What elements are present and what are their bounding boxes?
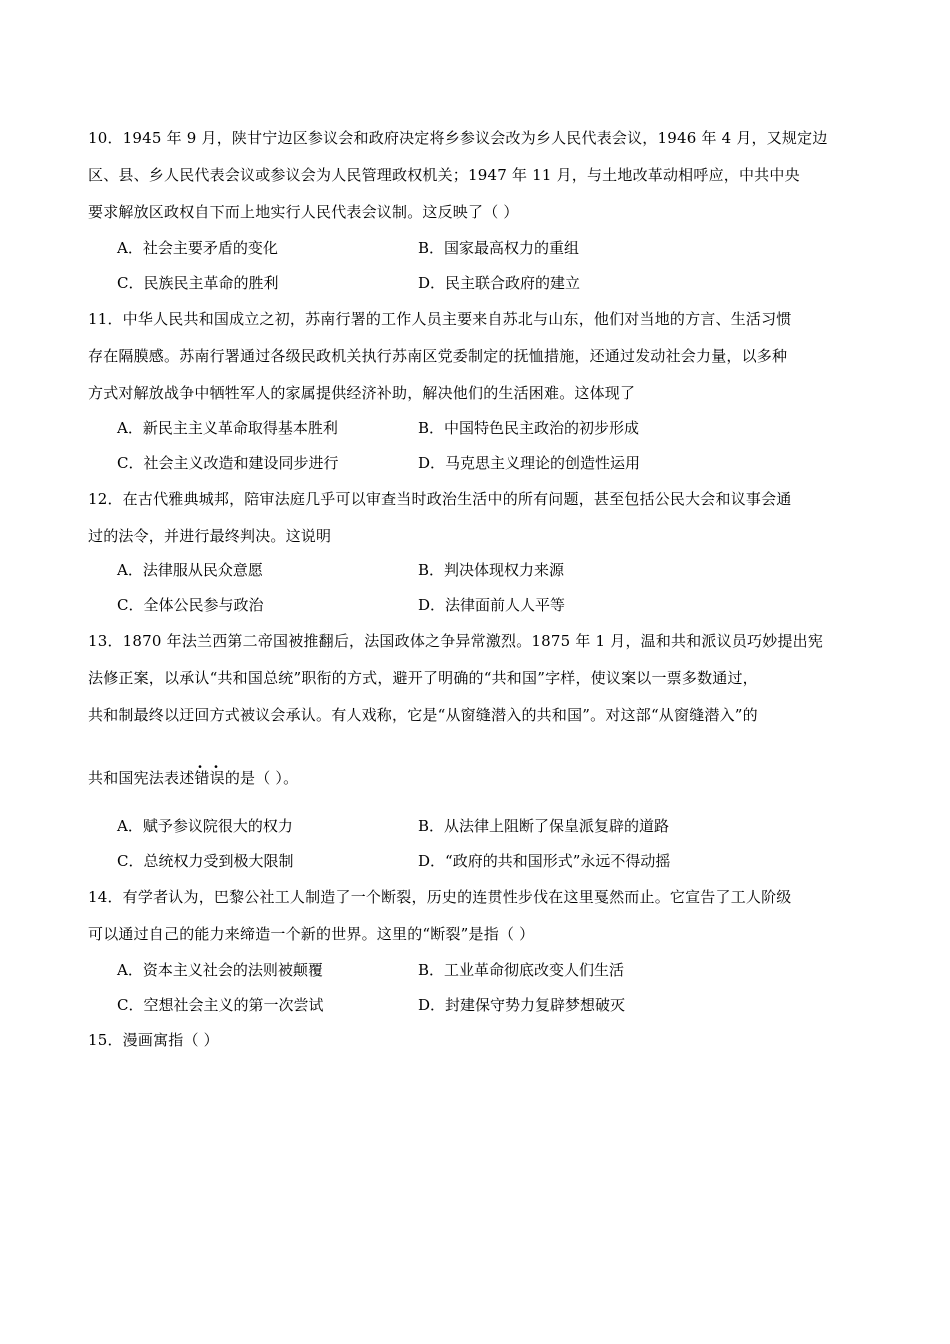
question-text-line: 11．中华人民共和国成立之初，苏南行署的工作人员主要来自苏北与山东，他们对当地的方言、生活习惯: [88, 310, 792, 328]
question-text-line: 12．在古代雅典城邦，陪审法庭几乎可以审查当时政治生活中的所有问题，甚至包括公民大会和议事会通: [88, 490, 792, 508]
option-c: C．总统权力受到极大限制: [117, 852, 294, 870]
option-b: B．从法律上阻断了保皇派复辟的道路: [418, 817, 670, 835]
question-text-line: 方式对解放战争中牺牲军人的家属提供经济补助，解决他们的生活困难。这体现了: [88, 384, 636, 402]
option-d: D．民主联合政府的建立: [418, 274, 581, 292]
question-text-line: 14．有学者认为，巴黎公社工人制造了一个断裂，历史的连贯性步伐在这里戛然而止。它宣告了工人阶级: [88, 888, 792, 906]
option-c: C．空想社会主义的第一次尝试: [117, 996, 324, 1014]
option-b: B．国家最高权力的重组: [418, 239, 580, 257]
option-c: C．社会主义改造和建设同步进行: [117, 454, 339, 472]
option-d: D．封建保守势力复辟梦想破灭: [418, 996, 626, 1014]
question-text-fragment: 共和国宪法表述: [88, 769, 195, 787]
question-text-line: 13．1870 年法兰西第二帝国被推翻后，法国政体之争异常激烈。1875 年 1 月，温和共和派议员巧妙提出宪: [88, 632, 824, 650]
option-d: D．“政府的共和国形式”永远不得动摇: [418, 852, 671, 870]
question-text-line: 15．漫画寓指（ ）: [88, 1031, 219, 1049]
option-d: D．马克思主义理论的创造性运用: [418, 454, 641, 472]
question-text-fragment: 的是（ ）。: [224, 769, 299, 787]
question-text-line: [88, 768, 868, 788]
question-text-line: 10．1945 年 9 月，陕甘宁边区参议会和政府决定将乡参议会改为乡人民代表会议，1946 年 4 月，又规定边: [88, 129, 828, 147]
emphasis-text: 错误: [194, 769, 225, 787]
option-a: A．社会主要矛盾的变化: [117, 239, 278, 257]
question-text-line: 区、县、乡人民代表会议或参议会为人民管理政权机关；1947 年 11 月，与土地改革动相呼应，中共中央: [88, 166, 800, 184]
option-b: B．判决体现权力来源: [418, 561, 565, 579]
question-text-line: 可以通过自己的能力来缔造一个新的世界。这里的“断裂”是指（ ）: [88, 925, 535, 943]
option-b: B．中国特色民主政治的初步形成: [418, 419, 640, 437]
question-text-line: 存在隔膜感。苏南行署通过各级民政机关执行苏南区党委制定的抚恤措施，还通过发动社会力量，以多种: [88, 347, 788, 365]
question-text-line: 要求解放区政权自下而上地实行人民代表会议制。这反映了（ ）: [88, 203, 519, 221]
option-c: C．全体公民参与政治: [117, 596, 264, 614]
question-text-line: 过的法令，并进行最终判决。这说明: [88, 527, 332, 545]
option-c: C．民族民主革命的胜利: [117, 274, 279, 292]
option-d: D．法律面前人人平等: [418, 596, 566, 614]
option-a: A．资本主义社会的法则被颠覆: [117, 961, 323, 979]
question-text-line: 法修正案，以承认“共和国总统”职衔的方式，避开了明确的“共和国”字样，使议案以一票多数通过，: [88, 669, 758, 687]
option-a: A．赋予参议院很大的权力: [117, 817, 293, 835]
question-text-line: 共和制最终以迂回方式被议会承认。有人戏称，它是“从窗缝潜入的共和国”。对这部“从窗缝潜入”的: [88, 706, 758, 724]
option-b: B．工业革命彻底改变人们生活: [418, 961, 625, 979]
option-a: A．新民主主义革命取得基本胜利: [117, 419, 338, 437]
option-a: A．法律服从民众意愿: [117, 561, 263, 579]
